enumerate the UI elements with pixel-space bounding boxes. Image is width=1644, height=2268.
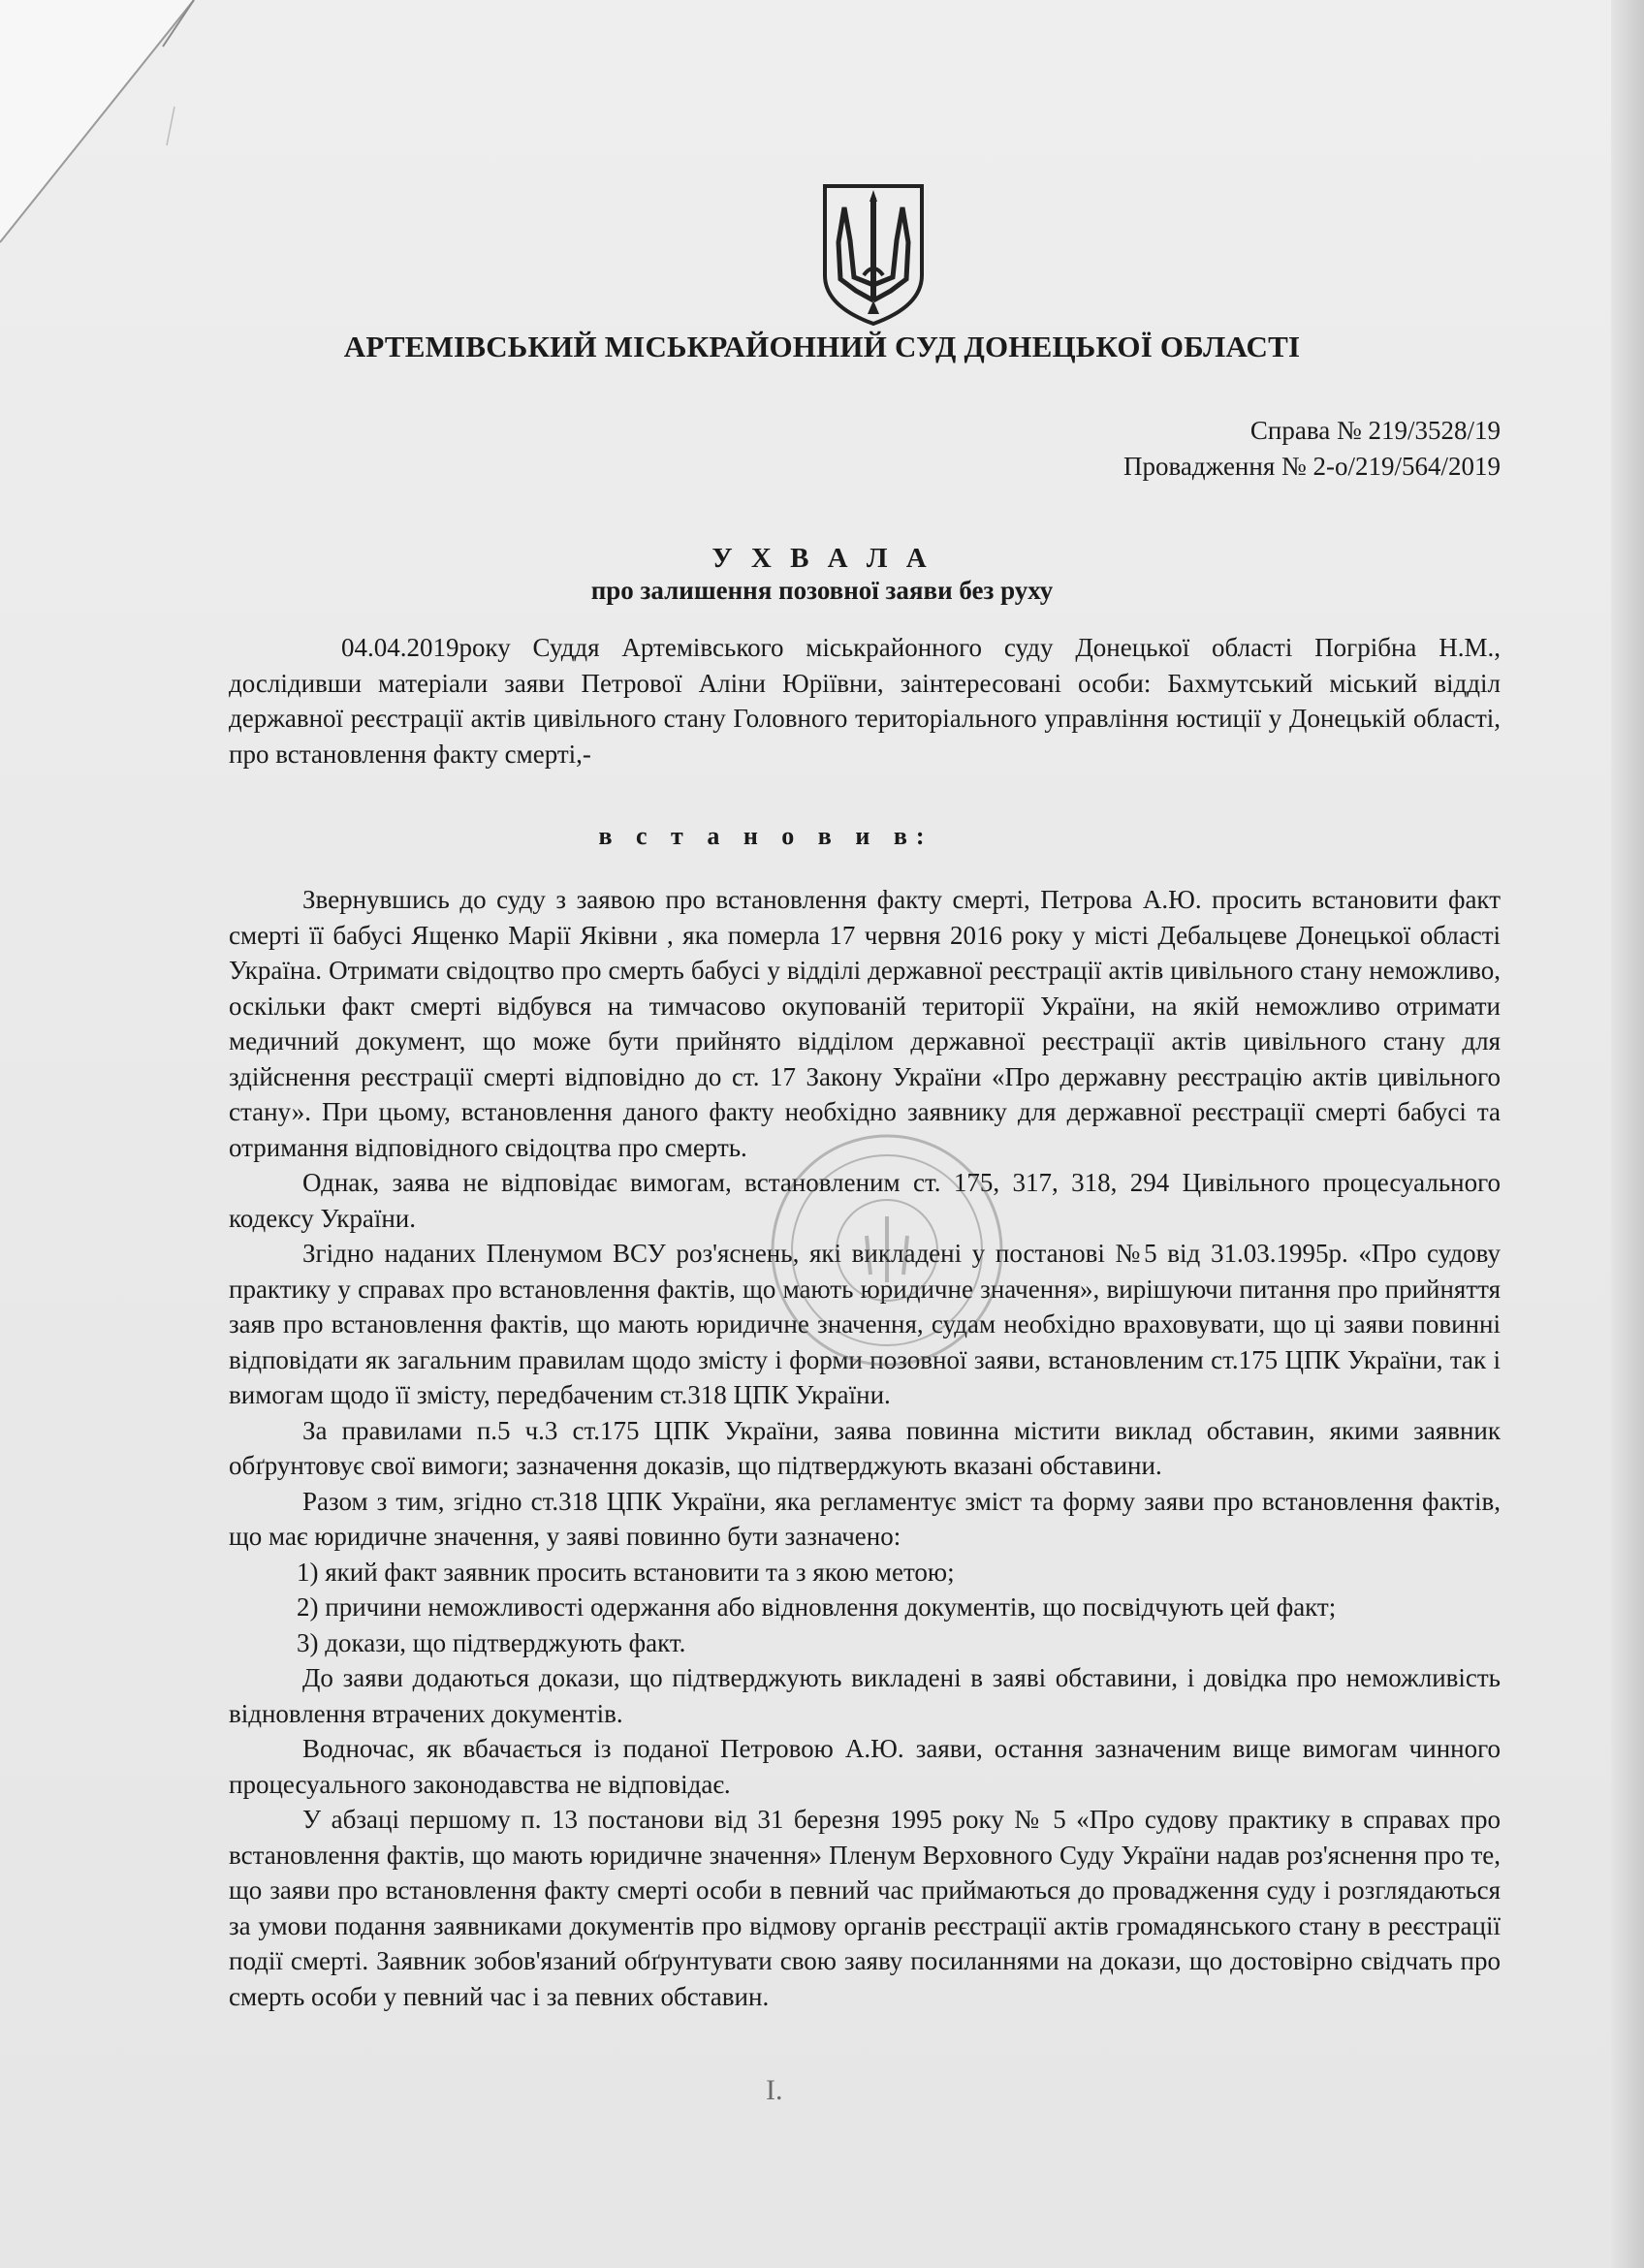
- paragraph: У абзаці першому п. 13 постанови від 31 березня 1995 року № 5 «Про судову практику в справах про встановлення фактів, що мають юридичне значення» Пленум Верховного Суду України надав роз'яснення про те, що заяви про встановлення факту смерті особи в певний час приймаються до провадження суду і розглядаються за умови подання заявниками документів про відмову органів реєстрації актів громадянського стану в реєстрації події смерті. Заявник зобов'язаний обґрунтувати свою заяву посиланнями на докази, що достовірно свідчать про смерть особи у певний час і за певних обставин.: [229, 1805, 1501, 2011]
- stray-mark: I.: [766, 2074, 783, 2106]
- document-subtitle: про залишення позовної заяви без руху: [590, 576, 1054, 605]
- proceeding-number: Провадження № 2-о/219/564/2019: [1123, 452, 1501, 481]
- paragraph: За правилами п.5 ч.3 ст.175 ЦПК України, заява повинна містити виклад обставин, якими заявник обґрунтовує свої вимоги; зазначення доказів, що підтверджують вказані обставини.: [229, 1415, 1501, 1480]
- document-title: У Х В А Л А: [711, 543, 933, 574]
- paragraph: Однак, заява не відповідає вимогам, встановленим ст. 175, 317, 318, 294 Цивільного процесуального кодексу України.: [229, 1168, 1501, 1233]
- intro-paragraph: 04.04.2019року Суддя Артемівського міськрайонного суду Донецької області Погрібна Н.М., дослідивши матеріали заяви Петрової Аліни Юріївни, заінтересовані особи: Бахмутський міський відділ державної реєстрації актів цивільного стану Головного територіального управління юстиції у Донецькій області, про встановлення факту смерті,-: [229, 633, 1501, 769]
- court-seal-icon: [766, 1129, 1008, 1371]
- intro-block: [229, 630, 1501, 772]
- case-number: Справа № 219/3528/19: [1249, 416, 1501, 445]
- list-item: 2) причини неможливості одержання або відновлення документів, що посвідчують цей факт;: [297, 1592, 1337, 1622]
- court-name: АРТЕМІВСЬКИЙ МІСЬКРАЙОННИЙ СУД ДОНЕЦЬКОЇ ОБЛАСТІ: [343, 330, 1301, 363]
- paragraph: До заяви додаються докази, що підтверджують викладені в заяві обставини, і довідка про неможливість відновлення втрачених документів.: [229, 1663, 1501, 1728]
- decided-heading: в с т а н о в и в:: [598, 822, 933, 850]
- paragraph: Разом з тим, згідно ст.318 ЦПК України, яка регламентує зміст та форму заяви про встановлення фактів, що має юридичне значення, у заяві повинно бути зазначено:: [229, 1486, 1501, 1551]
- trident-coat-of-arms-icon: [819, 182, 928, 328]
- main-text: [229, 882, 1501, 2014]
- case-meta: [1123, 413, 1501, 485]
- paragraph: Згідно наданих Пленумом ВСУ роз'яснень, які викладені у постанові №5 від 31.03.1995р. «Про судову практику у справах про встановлення фактів, що мають юридичне значення», вирішуючи питання про прийняття заяв про встановлення фактів, що мають юридичне значення, судам необхідно враховувати, що ці заяви повинні відповідати як загальним правилам щодо змісту і форми позовної заяви, встановленим ст.175 ЦПК України, так і вимогам щодо її змісту, передбаченим ст.318 ЦПК України.: [229, 1239, 1501, 1409]
- paragraph: Звернувшись до суду з заявою про встановлення факту смерті, Петрова А.Ю. просить встановити факт смерті її бабусі Ященко Марії Яківни , яка померла 17 червня 2016 року у місті Дебальцеве Донецької області Україна. Отримати свідоцтво про смерть бабусі у відділі державної реєстрації актів цивільного стану неможливо, оскільки факт смерті відбувся на тимчасово окупованій території України, на якій неможливо отримати медичний документ, що може бути прийнято відділом державної реєстрації актів цивільного стану для здійснення реєстрації смерті відповідно до ст. 17 Закону України «Про державну реєстрацію актів цивільного стану». При цьому, встановлення даного факту необхідно заявнику для державної реєстрації смерті бабусі та отримання відповідного свідоцтва про смерть.: [229, 885, 1501, 1162]
- list-item: 1) який факт заявник просить встановити та з якою метою;: [297, 1557, 955, 1587]
- paragraph: Водночас, як вбачається із поданої Петровою А.Ю. заяви, остання зазначеним вище вимогам чинного процесуального законодавства не відповідає.: [229, 1734, 1501, 1799]
- list-item: 3) докази, що підтверджують факт.: [297, 1627, 686, 1657]
